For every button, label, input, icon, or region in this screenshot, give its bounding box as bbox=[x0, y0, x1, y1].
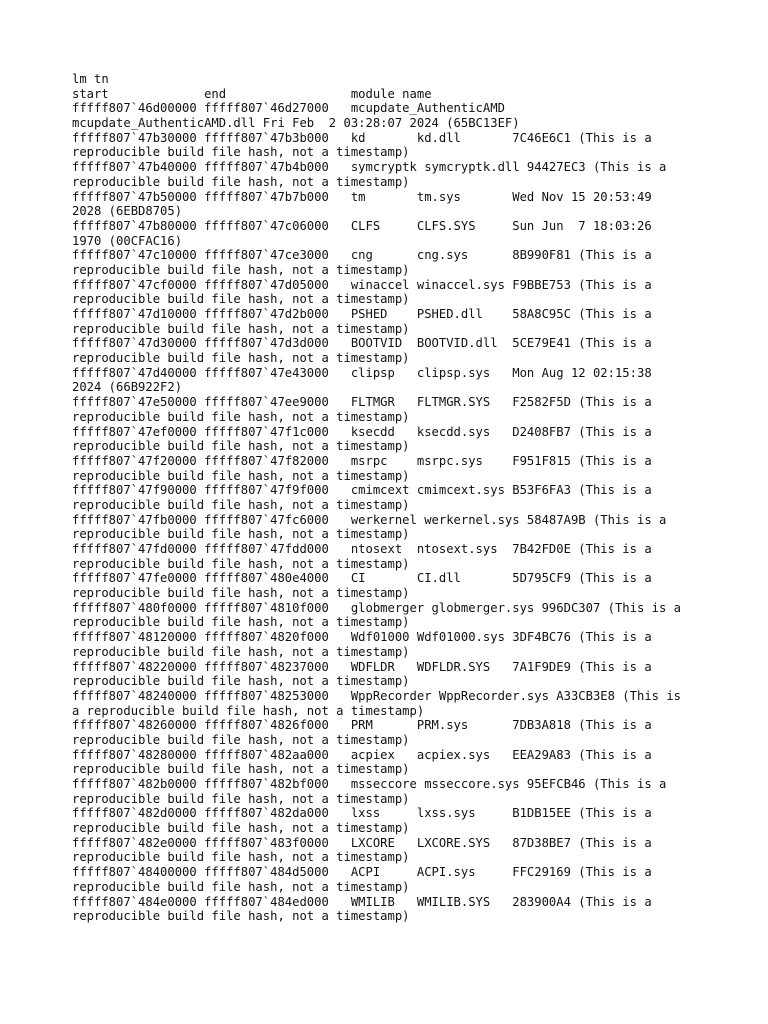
module-entry-line: fffff807`47f90000 fffff807`47f9f000 cmimcext cmimcext.sys B53F6FA3 (This is a bbox=[72, 483, 652, 498]
module-entry-line: fffff807`48240000 fffff807`48253000 WppRecorder WppRecorder.sys A33CB3E8 (This is bbox=[72, 688, 682, 703]
module-entry-line: fffff807`482b0000 fffff807`482bf000 msseccore msseccore.sys 95EFCB46 (This is a bbox=[72, 777, 667, 791]
module-entry-line: fffff807`47b30000 fffff807`47b3b000 kd kd.dll 7C46E6C1 (This is a bbox=[72, 130, 652, 145]
module-entry-line: reproducible build file hash, not a timestamp) bbox=[72, 674, 410, 689]
module-entry-line: fffff807`47c10000 fffff807`47ce3000 cng cng.sys 8B990F81 (This is a bbox=[72, 248, 652, 263]
module-entry-line: reproducible build file hash, not a timestamp) bbox=[72, 879, 410, 894]
module-entry-line: fffff807`47d40000 fffff807`47e43000 clipsp clipsp.sys Mon Aug 12 02:15:38 bbox=[72, 365, 652, 380]
module-entry-line: fffff807`47fd0000 fffff807`47fdd000 ntosext ntosext.sys 7B42FD0E (This is a bbox=[72, 542, 652, 556]
module-entry-line: reproducible build file hash, not a timestamp) bbox=[72, 145, 410, 160]
module-entry-line: reproducible build file hash, not a timestamp) bbox=[72, 791, 410, 806]
module-entry-line: fffff807`480f0000 fffff807`4810f000 globmerger globmerger.sys 996DC307 (This is a bbox=[72, 600, 682, 615]
module-entry-line: fffff807`48120000 fffff807`4820f000 Wdf01000 Wdf01000.sys 3DF4BC76 (This is a bbox=[72, 630, 652, 645]
module-entry-line: reproducible build file hash, not a timestamp) bbox=[72, 586, 410, 601]
module-entry-line: reproducible build file hash, not a timestamp) bbox=[72, 644, 410, 659]
document-page bbox=[72, 72, 712, 924]
module-entry-line: fffff807`47fe0000 fffff807`480e4000 CI CI.dll 5D795CF9 (This is a bbox=[72, 571, 652, 586]
module-entry-line: fffff807`47ef0000 fffff807`47f1c000 ksecdd ksecdd.sys D2408FB7 (This is a bbox=[72, 424, 652, 439]
module-entry-line: fffff807`48280000 fffff807`482aa000 acpiex acpiex.sys EEA29A83 (This is a bbox=[72, 747, 652, 762]
command-line: lm tn bbox=[72, 72, 109, 86]
module-entry-line: reproducible build file hash, not a timestamp) bbox=[72, 497, 410, 512]
module-entry-line: fffff807`482e0000 fffff807`483f0000 LXCORE LXCORE.SYS 87D38BE7 (This is a bbox=[72, 835, 652, 850]
module-entry-line: reproducible build file hash, not a timestamp) bbox=[72, 615, 410, 630]
module-entry-line: reproducible build file hash, not a timestamp) bbox=[72, 439, 410, 454]
module-entry-line: reproducible build file hash, not a timestamp) bbox=[72, 351, 410, 366]
module-entry-line: reproducible build file hash, not a timestamp) bbox=[72, 174, 410, 189]
module-entry-line: reproducible build file hash, not a timestamp) bbox=[72, 732, 410, 747]
module-entry-line: fffff807`48400000 fffff807`484d5000 ACPI ACPI.sys FFC29169 (This is a bbox=[72, 865, 652, 880]
module-entry-line: reproducible build file hash, not a timestamp) bbox=[72, 409, 410, 424]
module-entry-line: fffff807`47b40000 fffff807`47b4b000 symcryptk symcryptk.dll 94427EC3 (This is a bbox=[72, 160, 667, 175]
module-entry-line: 2028 (6EBD8705) bbox=[72, 204, 183, 219]
module-entry-line: fffff807`48220000 fffff807`48237000 WDFLDR WDFLDR.SYS 7A1F9DE9 (This is a bbox=[72, 659, 652, 674]
module-entry-line: fffff807`47d30000 fffff807`47d3d000 BOOTVID BOOTVID.dll 5CE79E41 (This is a bbox=[72, 336, 652, 351]
module-entry-line: reproducible build file hash, not a timestamp) bbox=[72, 321, 410, 336]
module-entry-line: reproducible build file hash, not a timestamp) bbox=[72, 527, 410, 542]
module-entry-line: fffff807`47e50000 fffff807`47ee9000 FLTMGR FLTMGR.SYS F2582F5D (This is a bbox=[72, 395, 652, 410]
module-entry-line: 1970 (00CFAC16) bbox=[72, 233, 183, 248]
module-entry-line: fffff807`484e0000 fffff807`484ed000 WMILIB WMILIB.SYS 283900A4 (This is a bbox=[72, 894, 652, 909]
module-entry-line: reproducible build file hash, not a timestamp) bbox=[72, 909, 410, 924]
module-entry-line: reproducible build file hash, not a timestamp) bbox=[72, 262, 410, 277]
module-entry-line: fffff807`47b50000 fffff807`47b7b000 tm tm.sys Wed Nov 15 20:53:49 bbox=[72, 189, 652, 204]
module-entry-line: fffff807`47cf0000 fffff807`47d05000 winaccel winaccel.sys F9BBE753 (This is a bbox=[72, 277, 652, 292]
module-entry-line: fffff807`482d0000 fffff807`482da000 lxss lxss.sys B1DB15EE (This is a bbox=[72, 806, 652, 821]
module-entry-line: fffff807`47d10000 fffff807`47d2b000 PSHED PSHED.dll 58A8C95C (This is a bbox=[72, 307, 652, 321]
module-entry-line: a reproducible build file hash, not a timestamp) bbox=[72, 703, 425, 718]
module-entry-line: fffff807`47b80000 fffff807`47c06000 CLFS CLFS.SYS Sun Jun 7 18:03:26 bbox=[72, 218, 652, 233]
module-entry-line: reproducible build file hash, not a timestamp) bbox=[72, 850, 410, 865]
module-entry-line: 2024 (66B922F2) bbox=[72, 380, 183, 395]
module-entry-line: fffff807`48260000 fffff807`4826f000 PRM PRM.sys 7DB3A818 (This is a bbox=[72, 718, 652, 733]
column-header-line: start end module name bbox=[72, 86, 432, 101]
module-entry-line: reproducible build file hash, not a timestamp) bbox=[72, 821, 410, 836]
module-entry-line: mcupdate_AuthenticAMD.dll Fri Feb 2 03:28:07 2024 (65BC13EF) bbox=[72, 116, 520, 131]
module-entry-line: reproducible build file hash, not a timestamp) bbox=[72, 468, 410, 483]
module-entry-line: fffff807`47fb0000 fffff807`47fc6000 werkernel werkernel.sys 58487A9B (This is a bbox=[72, 512, 667, 527]
module-entry-line: reproducible build file hash, not a timestamp) bbox=[72, 292, 410, 307]
module-listing bbox=[72, 72, 712, 924]
module-entry-line: fffff807`47f20000 fffff807`47f82000 msrpc msrpc.sys F951F815 (This is a bbox=[72, 453, 652, 468]
module-entry-line: reproducible build file hash, not a timestamp) bbox=[72, 556, 410, 571]
module-entry-line: reproducible build file hash, not a timestamp) bbox=[72, 762, 410, 777]
module-entry-line: fffff807`46d00000 fffff807`46d27000 mcupdate_AuthenticAMD bbox=[72, 101, 505, 116]
